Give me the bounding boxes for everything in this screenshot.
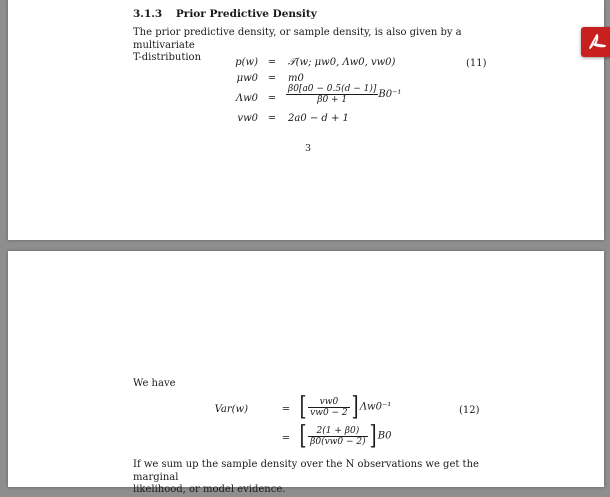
eq11-row1-rhs: 𝒯(w; μw0, Λw0, vw0) [288,57,396,68]
eq12-row2-fraction [308,426,367,447]
we-have-text: We have [133,378,176,389]
eq11-equals: = [267,73,277,84]
left-bracket: [ [299,421,307,451]
eq11-equals: = [267,57,277,68]
section-number: 3.1.3 [133,8,163,20]
eq12-row2-denominator: β0(vw0 − 2) [310,436,366,447]
eq12-lhs: Var(w) [214,404,248,415]
eq12-row1-numerator: vw0 [308,397,350,408]
eq12-row1-denominator: vw0 − 2 [310,407,348,418]
eq11-row4-rhs: 2a0 − d + 1 [288,113,349,124]
eq12-equals: = [281,404,291,415]
eq12-row2 [188,423,488,457]
section-heading [133,8,317,20]
eq11-row3-tail: B0⁻¹ [378,89,402,100]
intro-line-1: The prior predictive density, or sample density, is also given by a multivariate [133,27,462,51]
eq11-row4 [198,113,498,127]
eq11-row2-lhs: μw0 [236,73,258,84]
eq11-equals: = [267,113,277,124]
eq12-row2-numerator: 2(1 + β0) [308,426,367,437]
acrobat-tool-button[interactable] [581,27,610,57]
eq11-row2-rhs: m0 [288,73,304,84]
eq11-row1-lhs: p(w) [235,57,258,68]
eq11-row3-lhs: Λw0 [235,93,258,104]
document-page-2 [8,251,604,495]
eq12-number: (12) [459,405,480,416]
eq11-number: (11) [466,58,487,69]
intro-line-2: T-distribution [133,52,202,63]
eq11-row3-denominator: β0 + 1 [317,95,348,105]
eq12-row2-rhs [298,423,392,449]
eq11-row1 [198,57,498,71]
section-title: Prior Predictive Density [175,8,317,20]
eq12-row1-tail: Λw0⁻¹ [359,401,392,413]
closing-paragraph [133,459,488,497]
eq11-row3-fraction [286,84,378,105]
closing-line-2: likelihood, or model evidence. [133,484,286,495]
eq12-row1-fraction [308,397,350,418]
eq11-row4-lhs: vw0 [237,113,258,124]
eq11-row3 [198,84,498,114]
page-number: 3 [305,143,312,154]
right-bracket: ] [351,392,359,422]
eq12-row2-tail: B0 [377,430,392,442]
closing-line-1: If we sum up the sample density over the N observations we get the marginal [133,459,479,483]
eq11-equals: = [267,93,277,104]
eq12-row1-rhs [298,394,391,420]
acrobat-icon [587,33,607,51]
eq12-equals: = [281,433,291,444]
left-bracket: [ [299,392,307,422]
document-page-1 [8,0,604,240]
right-bracket: ] [369,421,377,451]
eq11-row3-rhs [286,84,401,105]
eq11-row3-numerator: β0[a0 − 0.5(d − 1)] [288,84,377,94]
